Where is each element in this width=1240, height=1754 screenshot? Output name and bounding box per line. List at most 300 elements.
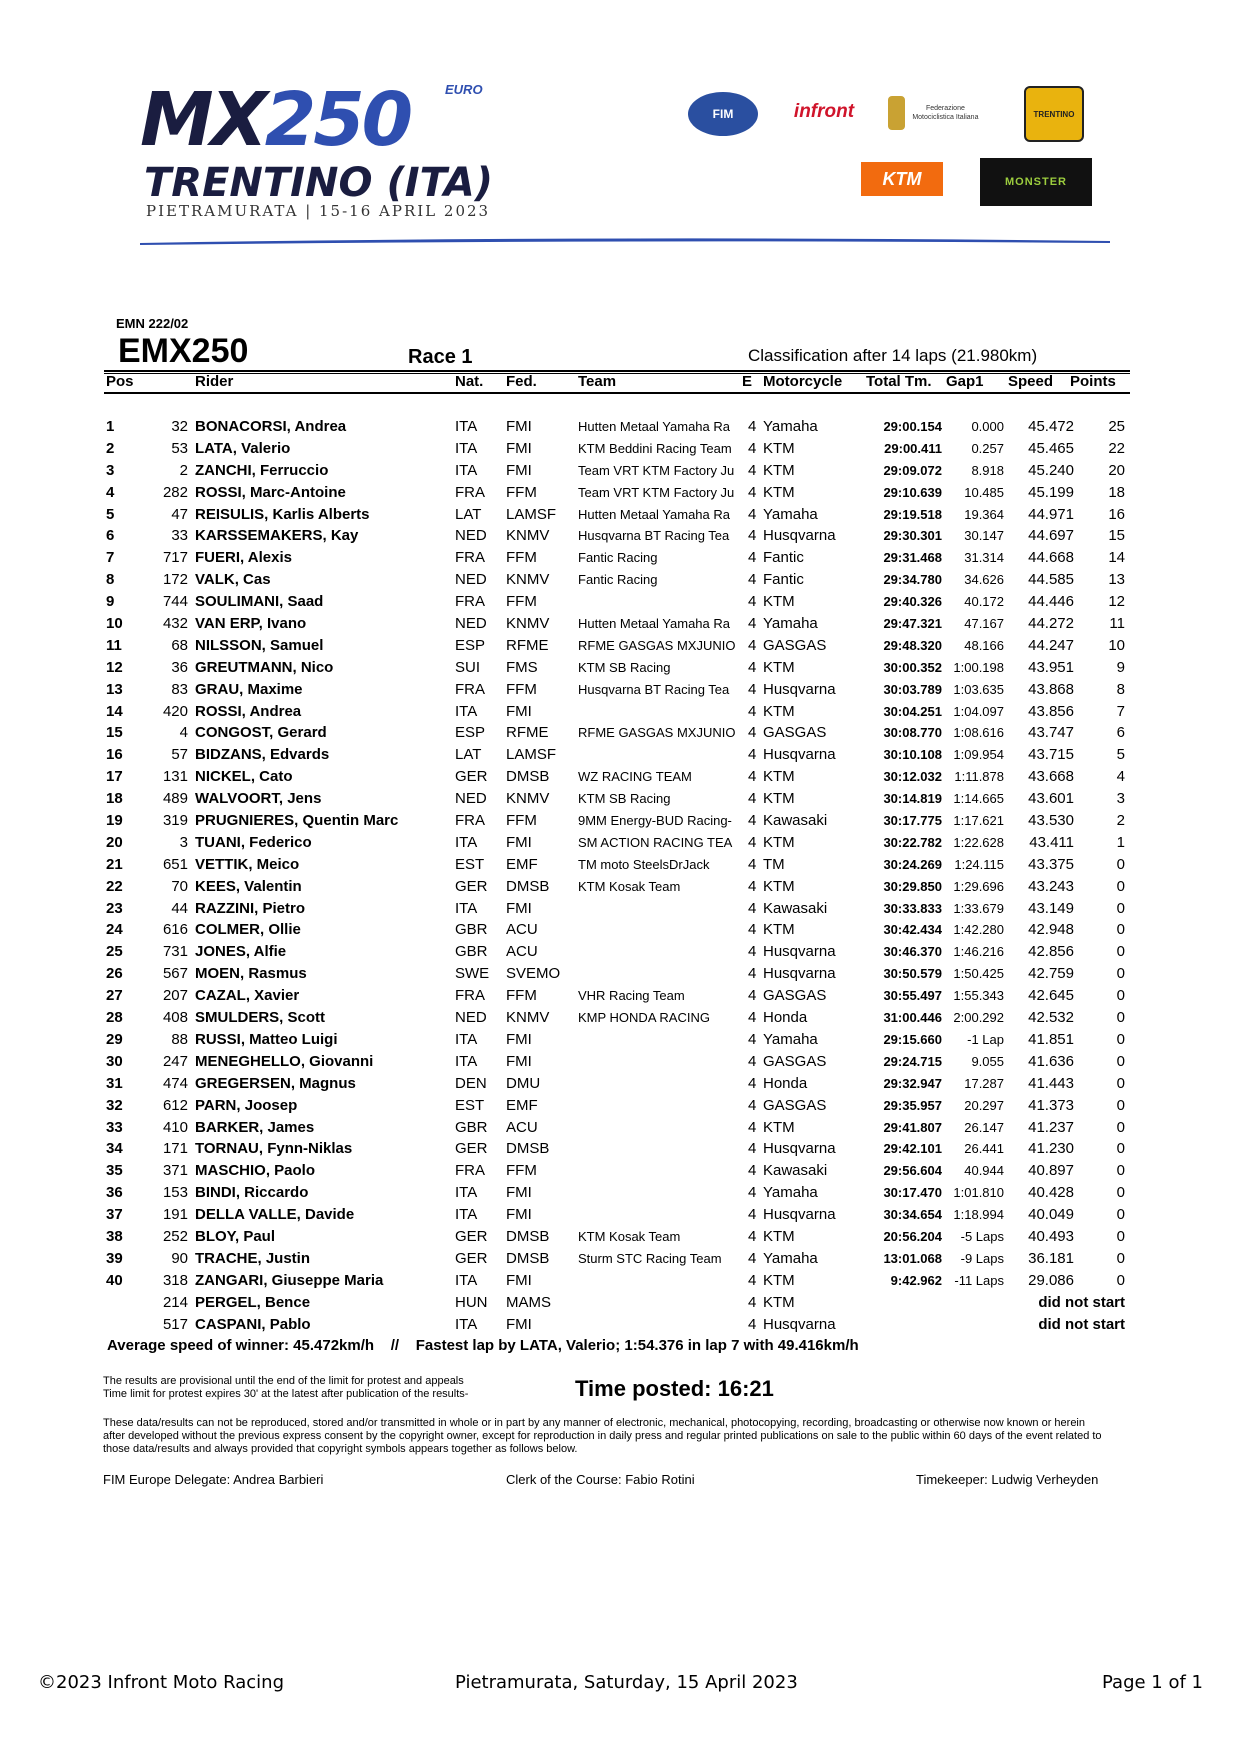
rider-nation: FRA [455, 483, 485, 501]
col-fed: Fed. [506, 373, 537, 390]
points: 0 [1116, 965, 1125, 983]
rider-nation: ITA [455, 418, 478, 435]
motorcycle: Yamaha [763, 1249, 818, 1267]
total-time: 29:30.301 [883, 528, 942, 544]
rider-nation: GBR [455, 943, 488, 961]
motorcycle: GASGAS [763, 636, 827, 654]
rider-federation: FMI [506, 899, 532, 917]
engine-class: 4 [748, 636, 757, 654]
points: 18 [1108, 483, 1125, 501]
engine-class: 4 [748, 505, 757, 523]
total-time: 29:34.780 [883, 572, 942, 588]
rider-team: 9MM Energy-BUD Racing- [578, 813, 732, 829]
result-position: 27 [106, 987, 123, 1005]
result-position: 25 [106, 943, 123, 961]
rider-name: BLOY, Paul [195, 1227, 276, 1245]
col-team: Team [578, 373, 617, 390]
engine-class: 4 [748, 549, 757, 567]
motorcycle: Yamaha [763, 615, 818, 633]
avg-speed: 40.049 [1028, 1206, 1074, 1224]
rider-number: 517 [162, 1315, 188, 1333]
rider-federation: FMI [506, 1271, 532, 1289]
rider-federation: DMSB [506, 1227, 550, 1245]
points: 0 [1116, 921, 1125, 939]
engine-class: 4 [748, 702, 757, 720]
total-time: 30:22.782 [883, 834, 942, 850]
rider-nation: ITA [455, 702, 478, 720]
rider-number: 53 [171, 439, 188, 457]
monster-logo: MONSTER [980, 158, 1092, 206]
series-title: EMX250 [118, 332, 249, 370]
rider-name: RAZZINI, Pietro [195, 899, 306, 917]
rider-nation: LAT [455, 505, 482, 523]
motorcycle: Husqvarna [763, 1140, 836, 1158]
motorcycle: Husqvarna [763, 965, 836, 983]
points: 5 [1116, 746, 1125, 764]
points: 0 [1116, 1206, 1125, 1224]
gap-time: 17.287 [964, 1075, 1004, 1091]
rider-federation: FFM [506, 812, 537, 830]
rider-nation: SWE [455, 965, 490, 983]
rider-nation: GBR [455, 1118, 488, 1136]
rider-number: 4 [179, 724, 188, 742]
rider-federation: DMSB [506, 768, 550, 786]
gap-time: 1:03.635 [953, 681, 1004, 697]
ktm-logo: KTM [861, 162, 943, 196]
gap-time: -1 Lap [967, 1031, 1004, 1047]
rider-nation: ITA [455, 899, 478, 917]
rider-federation: ACU [506, 943, 538, 961]
total-time: 29:47.321 [883, 616, 942, 632]
rider-nation: GER [455, 768, 488, 786]
gap-time: 40.944 [964, 1163, 1004, 1179]
total-time: 30:04.251 [883, 703, 942, 719]
avg-speed: 43.747 [1028, 724, 1074, 742]
rider-name: FUERI, Alexis [195, 549, 292, 567]
avg-speed: 43.668 [1028, 768, 1074, 786]
rider-federation: FMI [506, 1052, 532, 1070]
rider-team: Team VRT KTM Factory Ju [578, 462, 735, 478]
motorcycle: GASGAS [763, 1052, 827, 1070]
table-row [0, 1182, 1240, 1204]
motorcycle: Yamaha [763, 1184, 818, 1202]
rider-federation: SVEMO [506, 965, 561, 983]
avg-speed: 43.856 [1028, 702, 1074, 720]
rider-number: 68 [171, 636, 188, 654]
avg-speed: 41.237 [1028, 1118, 1074, 1136]
rider-nation: EST [455, 855, 485, 873]
rider-name: VALK, Cas [195, 571, 271, 589]
col-nat: Nat. [455, 373, 484, 390]
rider-federation: FMI [506, 833, 532, 851]
rider-name: BONACORSI, Andrea [195, 418, 347, 435]
copyright-disclaimer: These data/results can not be reproduced, stored and/or transmitted in whole or in part by any manner of electronic, mechanical, photocopying, recording, broadcasting or otherwise now known or herein after developed without the previous express consent by the copyright owner, except for reproduction in daily press and regular printed publications on sale to the public within 60 days of the event related to those data/results and always provided that copyright symbols appears together as follows below. [103, 1417, 1102, 1455]
points: 0 [1116, 1052, 1125, 1070]
rider-nation: ITA [455, 1052, 478, 1070]
event-code: EMN 222/02 [116, 316, 189, 331]
points: 25 [1108, 418, 1125, 435]
table-row [0, 1007, 1240, 1029]
rider-number: 2 [179, 461, 188, 479]
total-time: 13:01.068 [883, 1250, 942, 1266]
event-title: TRENTINO (ITA) [144, 160, 494, 206]
total-time: 29:42.101 [883, 1141, 942, 1157]
rider-federation: LAMSF [506, 746, 557, 764]
total-time: 29:35.957 [883, 1097, 942, 1113]
rider-nation: ITA [455, 1271, 478, 1289]
rider-number: 214 [162, 1293, 188, 1311]
total-time: 30:08.770 [883, 725, 942, 741]
motorcycle: KTM [763, 921, 795, 939]
table-row [0, 613, 1240, 635]
total-time: 31:00.446 [883, 1010, 942, 1026]
avg-speed: 45.240 [1028, 461, 1074, 479]
rider-name: BARKER, James [195, 1118, 315, 1136]
total-time: 29:15.660 [883, 1031, 942, 1047]
rider-name: ZANCHI, Ferruccio [195, 461, 329, 479]
protest-note: Time limit for protest expires 30' at the latest after publication of the results- [103, 1388, 469, 1400]
avg-speed: 43.715 [1028, 746, 1074, 764]
table-row [0, 1029, 1240, 1051]
motorcycle: Husqvarna [763, 746, 836, 764]
table-row [0, 569, 1240, 591]
rider-name: ROSSI, Andrea [195, 702, 302, 720]
gap-time: 1:01.810 [953, 1185, 1004, 1201]
total-time: 29:19.518 [883, 506, 942, 522]
total-time: 29:31.468 [883, 550, 942, 566]
result-position: 18 [106, 790, 123, 808]
total-time: 30:03.789 [883, 681, 942, 697]
engine-class: 4 [748, 1162, 757, 1180]
rider-team: WZ RACING TEAM [578, 769, 692, 785]
rider-name: JONES, Alfie [195, 943, 287, 961]
result-position: 34 [106, 1140, 123, 1158]
total-time: 29:32.947 [883, 1075, 942, 1091]
timekeeper: Timekeeper: Ludwig Verheyden [916, 1472, 1099, 1487]
rider-nation: ESP [455, 636, 486, 654]
points: 7 [1116, 702, 1125, 720]
rider-number: 282 [162, 483, 188, 501]
engine-class: 4 [748, 965, 757, 983]
table-row [0, 1292, 1240, 1314]
rider-federation: FMI [506, 1206, 532, 1224]
rider-nation: GBR [455, 921, 488, 939]
gap-time: -11 Laps [954, 1272, 1004, 1288]
rider-federation: FMS [506, 658, 538, 676]
rider-federation: KNMV [506, 615, 550, 633]
points: 8 [1116, 680, 1125, 698]
motorcycle: TM [763, 855, 785, 873]
gap-time: 0.257 [971, 440, 1004, 456]
header-rule-top [104, 370, 1130, 372]
event-subtitle: PIETRAMURATA | 15-16 APRIL 2023 [146, 202, 491, 220]
result-position: 12 [106, 658, 123, 676]
table-row [0, 1314, 1240, 1336]
gap-time: 1:50.425 [953, 966, 1004, 982]
avg-speed: 29.086 [1028, 1271, 1074, 1289]
rider-number: 731 [162, 943, 188, 961]
result-position: 40 [106, 1271, 123, 1289]
rider-team: Hutten Metaal Yamaha Ra [578, 419, 730, 434]
rider-name: VAN ERP, Ivano [195, 615, 307, 633]
rider-federation: LAMSF [506, 505, 557, 523]
avg-speed: 36.181 [1028, 1249, 1074, 1267]
rider-nation: FRA [455, 549, 485, 567]
points: 22 [1108, 439, 1125, 457]
table-row [0, 919, 1240, 941]
points: 13 [1108, 571, 1125, 589]
engine-class: 4 [748, 593, 757, 611]
avg-speed: 41.230 [1028, 1140, 1074, 1158]
motorcycle: KTM [763, 1271, 795, 1289]
rider-team: RFME GASGAS MXJUNIO [578, 725, 736, 741]
rider-nation: ITA [455, 833, 478, 851]
rider-number: 474 [162, 1074, 188, 1092]
table-row [0, 1051, 1240, 1073]
rider-name: TRACHE, Justin [195, 1249, 311, 1267]
rider-name: CAZAL, Xavier [195, 987, 300, 1005]
engine-class: 4 [748, 746, 757, 764]
rider-name: COLMER, Ollie [195, 921, 301, 939]
rider-federation: FMI [506, 439, 532, 457]
table-row [0, 701, 1240, 723]
table-row [0, 810, 1240, 832]
engine-class: 4 [748, 1140, 757, 1158]
gap-time: 19.364 [964, 506, 1004, 522]
points: 0 [1116, 899, 1125, 917]
rider-nation: LAT [455, 746, 482, 764]
points: 2 [1116, 812, 1125, 830]
avg-speed: 44.272 [1028, 615, 1074, 633]
total-time: 30:50.579 [883, 966, 942, 982]
header-swoosh [140, 237, 1110, 245]
rider-name: SMULDERS, Scott [195, 1009, 326, 1027]
rider-number: 88 [171, 1030, 188, 1048]
gap-time: 1:14.665 [953, 791, 1004, 807]
table-row [0, 941, 1240, 963]
mx250-logo: MX250 [140, 77, 411, 163]
result-position: 10 [106, 615, 123, 633]
total-time: 29:00.411 [884, 440, 942, 456]
points: 0 [1116, 1009, 1125, 1027]
result-position: 11 [106, 636, 122, 654]
gap-time: 1:46.216 [953, 944, 1004, 960]
points: 0 [1116, 1096, 1125, 1114]
rider-nation: NED [455, 527, 487, 545]
engine-class: 4 [748, 1184, 757, 1202]
euro-label: EURO [445, 82, 483, 97]
footer-place-date: Pietramurata, Saturday, 15 April 2023 [455, 1672, 798, 1693]
avg-speed: 44.697 [1028, 527, 1074, 545]
motorcycle: Honda [763, 1009, 808, 1027]
rider-federation: FFM [506, 483, 537, 501]
engine-class: 4 [748, 1118, 757, 1136]
rider-name: WALVOORT, Jens [195, 790, 322, 808]
race-summary: Average speed of winner: 45.472km/h // Fastest lap by LATA, Valerio; 1:54.376 in lap 7 with 49.416km/h [107, 1337, 859, 1354]
total-time: 29:40.326 [883, 594, 942, 610]
avg-speed: 41.443 [1028, 1074, 1074, 1092]
rider-name: MASCHIO, Paolo [195, 1162, 316, 1180]
total-time: 9:42.962 [890, 1272, 942, 1288]
result-position: 29 [106, 1030, 123, 1048]
rider-federation: KNMV [506, 790, 550, 808]
avg-speed: 44.247 [1028, 636, 1074, 654]
trentino-logo: TRENTINO [1024, 86, 1084, 142]
rider-number: 33 [171, 527, 188, 545]
points: 0 [1116, 987, 1125, 1005]
avg-speed: 42.532 [1028, 1009, 1074, 1027]
rider-federation: DMSB [506, 1140, 550, 1158]
table-row [0, 722, 1240, 744]
gap-time: 1:04.097 [953, 703, 1004, 719]
avg-speed: 41.373 [1028, 1096, 1074, 1114]
gap-time: 34.626 [964, 572, 1004, 588]
table-row [0, 985, 1240, 1007]
points: 0 [1116, 1271, 1125, 1289]
motorcycle: Yamaha [763, 418, 818, 435]
rider-federation: ACU [506, 921, 538, 939]
avg-speed: 45.199 [1028, 483, 1074, 501]
result-position: 36 [106, 1184, 123, 1202]
gap-time: 1:18.994 [953, 1207, 1004, 1223]
motorcycle: Honda [763, 1074, 808, 1092]
rider-number: 131 [162, 768, 188, 786]
points: 0 [1116, 877, 1125, 895]
motorcycle: KTM [763, 877, 795, 895]
table-row [0, 504, 1240, 526]
rider-team: Fantic Racing [578, 550, 658, 566]
col-gap: Gap1 [946, 373, 984, 390]
rider-number: 153 [162, 1184, 188, 1202]
rider-federation: FMI [506, 702, 532, 720]
avg-speed: 44.585 [1028, 571, 1074, 589]
result-position: 30 [106, 1052, 123, 1070]
avg-speed: 43.530 [1028, 812, 1074, 830]
rider-nation: SUI [455, 658, 481, 676]
points: 0 [1116, 1227, 1125, 1245]
rider-number: 319 [162, 812, 188, 830]
gap-time: 1:17.621 [953, 813, 1004, 829]
rider-team: KTM Kosak Team [578, 878, 681, 894]
gap-time: 30.147 [964, 528, 1004, 544]
table-row [0, 1204, 1240, 1226]
rider-name: VETTIK, Meico [195, 855, 300, 873]
engine-class: 4 [748, 768, 757, 786]
motorcycle: GASGAS [763, 987, 827, 1005]
rider-federation: FMI [506, 1315, 532, 1333]
points: 20 [1108, 461, 1125, 479]
rider-federation: FFM [506, 1162, 537, 1180]
engine-class: 4 [748, 877, 757, 895]
engine-class: 4 [748, 1052, 757, 1070]
motorcycle: KTM [763, 833, 795, 851]
avg-speed: 43.411 [1029, 833, 1074, 851]
points: 6 [1116, 724, 1125, 742]
total-time: 29:24.715 [883, 1053, 942, 1069]
engine-class: 4 [748, 658, 757, 676]
engine-class: 4 [748, 1030, 757, 1048]
result-position: 23 [106, 899, 123, 917]
rider-name: CONGOST, Gerard [195, 724, 327, 742]
gap-time: 1:00.198 [953, 659, 1004, 675]
rider-nation: ITA [455, 1315, 478, 1333]
points: 0 [1116, 1118, 1125, 1136]
rider-name: PARN, Joosep [195, 1096, 298, 1114]
gap-time: 1:29.696 [953, 878, 1004, 894]
motorcycle: KTM [763, 702, 795, 720]
table-row [0, 547, 1240, 569]
motorcycle: KTM [763, 1293, 795, 1311]
avg-speed: 42.948 [1028, 921, 1074, 939]
avg-speed: 40.428 [1028, 1184, 1074, 1202]
motorcycle: KTM [763, 768, 795, 786]
col-pos: Pos [106, 373, 134, 390]
result-position: 19 [106, 812, 123, 830]
rider-number: 651 [162, 855, 188, 873]
rider-name: NICKEL, Cato [195, 768, 293, 786]
rider-name: ROSSI, Marc-Antoine [195, 483, 346, 501]
points: 0 [1116, 1249, 1125, 1267]
provisional-note: The results are provisional until the end of the limit for protest and appeals [103, 1375, 464, 1387]
motorcycle: GASGAS [763, 724, 827, 742]
fim-logo: FIM [688, 92, 758, 136]
rider-team: KTM Beddini Racing Team [578, 440, 732, 456]
rider-federation: FMI [506, 1184, 532, 1202]
result-position: 37 [106, 1206, 123, 1224]
rider-federation: DMSB [506, 877, 550, 895]
rider-federation: RFME [506, 636, 549, 654]
result-position: 31 [106, 1074, 123, 1092]
rider-team: KMP HONDA RACING [578, 1010, 710, 1026]
result-position: 35 [106, 1162, 123, 1180]
engine-class: 4 [748, 571, 757, 589]
rider-federation: FMI [506, 461, 532, 479]
race-title: Race 1 [408, 346, 473, 368]
rider-federation: FFM [506, 987, 537, 1005]
avg-speed: 40.493 [1028, 1227, 1074, 1245]
avg-speed: 42.759 [1028, 965, 1074, 983]
engine-class: 4 [748, 724, 757, 742]
motorcycle: KTM [763, 1227, 795, 1245]
col-rider: Rider [195, 373, 234, 390]
table-row [0, 1117, 1240, 1139]
rider-number: 371 [162, 1162, 188, 1180]
gap-time: 47.167 [964, 616, 1004, 632]
avg-speed: 41.851 [1028, 1030, 1074, 1048]
gap-time: 1:33.679 [953, 900, 1004, 916]
engine-class: 4 [748, 527, 757, 545]
points: 15 [1108, 527, 1125, 545]
table-row [0, 963, 1240, 985]
result-position: 7 [106, 549, 115, 567]
total-time: 29:00.154 [883, 419, 942, 434]
total-time: 29:56.604 [883, 1163, 942, 1179]
result-position: 14 [106, 702, 123, 720]
result-position: 16 [106, 746, 123, 764]
avg-speed: 40.897 [1028, 1162, 1074, 1180]
engine-class: 4 [748, 1293, 757, 1311]
motorcycle: Yamaha [763, 1030, 818, 1048]
time-posted: Time posted: 16:21 [575, 1376, 774, 1401]
total-time: 30:46.370 [883, 944, 942, 960]
rider-nation: FRA [455, 812, 485, 830]
table-row [0, 1226, 1240, 1248]
gap-time: 1:42.280 [953, 922, 1004, 938]
total-time: 30:17.775 [883, 813, 942, 829]
avg-speed: 45.472 [1028, 418, 1074, 435]
engine-class: 4 [748, 483, 757, 501]
rider-federation: MAMS [506, 1293, 551, 1311]
